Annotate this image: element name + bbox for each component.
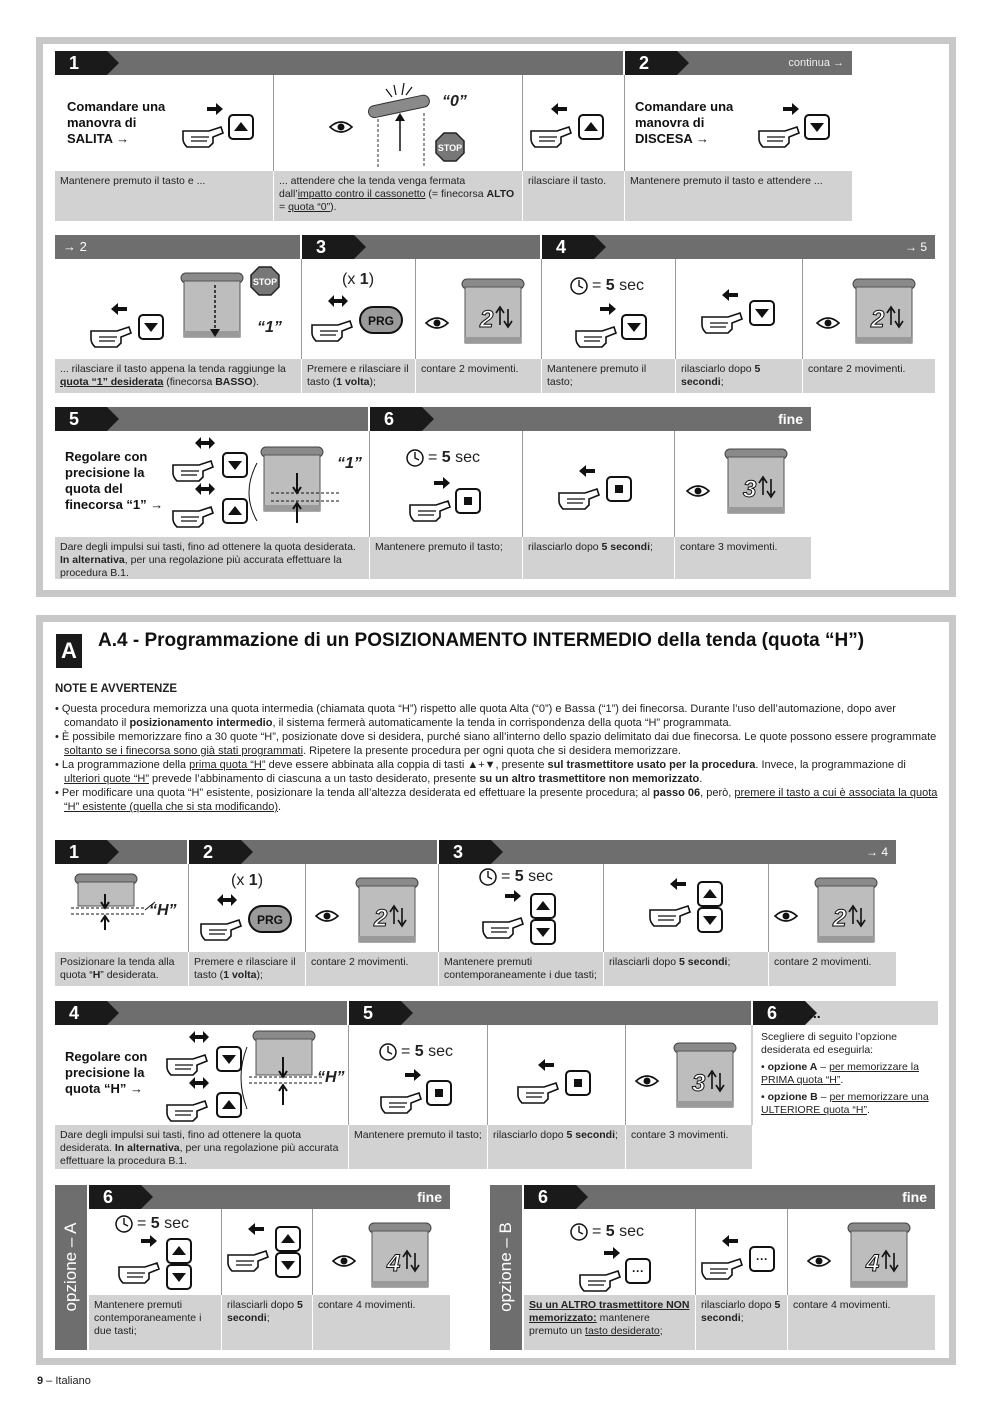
caption: contare 2 movimenti. <box>306 952 439 986</box>
blind-down-icon <box>181 267 291 357</box>
caption: ... attendere che la tenda venga fermata dall’impatto contro il cassonetto (= finecorsa ALTO = quota “0”). <box>274 171 523 221</box>
cell-prg: (x 1) PRG <box>302 259 416 359</box>
section-title: A.4 - Programmazione di un POSIZIONAMENTO INTERMEDIO della tenda (quota “H”) <box>98 630 865 651</box>
hand-down-button-icon <box>576 303 656 353</box>
section-badge: A <box>56 634 82 668</box>
clock-icon <box>115 1215 135 1235</box>
blind-top-stop-icon <box>366 81 496 171</box>
rowA1-table: 1 2 3 → 4 “H” (x 1) PRG 2 = 5 sec 2 Posizionare la tenda alla quota “H” desiderata. Premere e rilasciare il tasto (1 volta); contare 2 movimenti. Mantenere premuti contemporaneamente i due tasti; rilasciarli dopo 5 secondi; contare 2 movimenti. <box>55 840 896 986</box>
caption: rilasciarlo dopo 5 secondi; <box>523 537 675 579</box>
hand-release-pair-icon <box>650 878 730 938</box>
eye-icon <box>330 119 356 139</box>
cell-5sec-both: = 5 sec <box>89 1209 222 1295</box>
svg-text:···: ··· <box>632 1264 644 1278</box>
caption: Premere e rilasciare il tasto (1 volta); <box>302 359 416 393</box>
clock-icon <box>379 1043 399 1063</box>
caption: Mantenere premuto il tasto e ... <box>55 171 274 221</box>
hand-release-stop-icon <box>518 1059 598 1109</box>
row2-step4-header: 4 → 5 <box>542 235 935 259</box>
note-bullet: • La programmazione della prima quota “H” deve essere abbinata alla coppia di tasti ▲+▼, presente sul trasmettitore usato per la procedura. Invece, la programmazione di ulteriori quote “H” prevede l’abbinamento di ciascuna a un tasto desiderato, presente su un altro trasmettitore non memorizzato. <box>55 759 906 785</box>
hand-up-down-pair-icon <box>119 1235 199 1295</box>
option-b-table: opzione – B 6 fine = 5 sec ··· ··· 4 Su un ALTRO trasmettitore NON memorizzato: mantenere premuto un tasto desiderato; rilasciarlo dopo 5 secondi; contare 4 movimenti. <box>490 1185 935 1350</box>
cell-regolare: Regolare con precisione la quota del finecorsa “1” → “1” <box>55 431 370 537</box>
cell-cassonetto <box>274 75 523 171</box>
zero-label: “0” <box>442 93 467 110</box>
cell-5sec-custom: = 5 sec ··· <box>524 1209 696 1295</box>
caption: Mantenere premuto il tasto; <box>370 537 523 579</box>
cell-count2b <box>803 259 935 359</box>
caption: rilasciarlo dopo 5 secondi; <box>676 359 803 393</box>
eye-icon <box>775 908 801 928</box>
cell-release-stop <box>488 1025 626 1125</box>
caption: contare 3 movimenti. <box>675 537 811 579</box>
caption: Dare degli impulsi sui tasti, fino ad ottenere la quota desiderata. In alternativa, per una regolazione più accurata effettuare la procedura B.1. <box>55 1125 349 1169</box>
cell-release-both <box>604 864 769 952</box>
cell-count4 <box>788 1209 935 1295</box>
cell-count4 <box>313 1209 450 1295</box>
svg-text:4: 4 <box>387 1250 401 1277</box>
option-b-text: • opzione B – per memorizzare una ULTERIORE quota “H”. <box>761 1091 929 1116</box>
notes-title: NOTE E AVVERTENZE <box>55 683 178 695</box>
caption: rilasciarli dopo 5 secondi; <box>604 952 769 986</box>
hand-up-down-pair-icon <box>483 890 563 950</box>
hand-release-custom-icon <box>702 1235 782 1285</box>
step-number: 1 <box>55 51 107 75</box>
cell-count2 <box>306 864 439 952</box>
caption: contare 4 movimenti. <box>788 1295 935 1350</box>
row1-step2-header <box>625 51 852 75</box>
cell-count3 <box>675 431 811 537</box>
option-a-sidebar: opzione – A <box>55 1185 87 1350</box>
hand-up-button-icon <box>183 103 263 153</box>
caption: rilasciarlo dopo 5 secondi; <box>696 1295 788 1350</box>
hand-stop-button-icon <box>381 1069 461 1119</box>
cell-release-one: “1” <box>55 259 302 359</box>
hand-up-down-icon <box>173 437 253 532</box>
hand-up-down-icon <box>167 1031 247 1125</box>
blind-count-icon <box>369 1223 439 1293</box>
eye-icon <box>426 315 452 335</box>
blind-count-icon <box>848 1223 918 1293</box>
cell-release <box>523 75 625 171</box>
caption: contare 4 movimenti. <box>313 1295 450 1350</box>
cell-regolare-h: Regolare con precisione la quota “H” → “H” <box>55 1025 349 1125</box>
cell-5sec: = 5 sec <box>542 259 676 359</box>
blind-count-icon <box>462 279 532 349</box>
caption: contare 2 movimenti. <box>769 952 896 986</box>
svg-text:3: 3 <box>743 476 757 503</box>
cell-release-5sec <box>676 259 803 359</box>
cell-5sec: = 5 sec <box>370 431 523 537</box>
cell-count3 <box>626 1025 753 1125</box>
rowA2-table: 4 5 6 ... Regolare con precisione la quota “H” → “H” = 5 sec 3 Scegliere di seguito l’opzione desiderata ed eseguirla: • opzione A – per memorizzare la PRIMA quota “H”. • opzione B – per memorizzare una ULTERIORE quota “H”. Dare degli impulsi sui tasti, fino ad ottenere la quota desiderata. In alternativa, per una regolazione più accurata effettuare la procedura B.1. Mantenere premuto il tasto; rilasciarlo dopo 5 secondi; contare 3 movimenti. <box>55 1001 938 1169</box>
clock-icon <box>570 1223 590 1243</box>
blind-count-icon <box>853 279 923 349</box>
cell-release-both <box>222 1209 313 1295</box>
svg-text:2: 2 <box>374 905 388 932</box>
eye-icon <box>817 315 843 335</box>
cell-5sec: = 5 sec <box>349 1025 488 1125</box>
row1-table <box>55 51 852 221</box>
svg-text:2: 2 <box>871 306 885 333</box>
cell-5sec-both: = 5 sec <box>439 864 604 952</box>
caption: ... rilasciare il tasto appena la tenda raggiunge la quota “1” desiderata (finecorsa BASSO). <box>55 359 302 393</box>
caption: rilasciarli dopo 5 secondi; <box>222 1295 313 1350</box>
hand-prg-icon <box>201 894 301 944</box>
caption: Premere e rilasciare il tasto (1 volta); <box>189 952 306 986</box>
cell-position-h: “H” <box>55 864 189 952</box>
svg-text:4: 4 <box>866 1250 880 1277</box>
row1-step1-header <box>55 51 623 75</box>
hand-prg-icon <box>312 295 412 345</box>
page-footer: 9 – Italiano <box>37 1375 91 1387</box>
note-bullet: • Questa procedura memorizza una quota intermedia (chiamata quota “H”) rispetto alle quota Alta (“0”) e Bassa (“1”) dei finecorsa. Durante l’uso dell’automazione, dopo aver comandato il posizionamento intermedio, il sistema fermerà automaticamente la tenda in corrispondenza della quota “H” programmata. <box>55 703 896 729</box>
options-text: Scegliere di seguito l’opzione desiderata ed eseguirla: • opzione A – per memorizzare la PRIMA quota “H”. • opzione B – per memorizzare una ULTERIORE quota “H”. <box>761 1031 939 1117</box>
step-number: 2 <box>625 51 677 75</box>
hand-release-down-icon <box>91 303 171 353</box>
eye-icon <box>808 1253 834 1273</box>
caption: rilasciarlo dopo 5 secondi; <box>488 1125 626 1169</box>
row2-table <box>55 235 935 393</box>
svg-text:2: 2 <box>833 905 847 932</box>
caption: Mantenere premuto il tasto; <box>542 359 676 393</box>
eye-icon <box>316 908 342 928</box>
note-bullet: • È possibile memorizzare fino a 30 quote “H”, posizionate dove si desidera, purché siano all’interno dello spazio delimitato dai due finecorsa. Le quote possono essere programmate soltanto se i finecorsa sono già stati programmati. Ripetere la presente procedura per ogni quota che si desidera memorizzare. <box>55 731 937 757</box>
cell-discesa <box>625 75 852 171</box>
hand-custom-button-icon <box>580 1247 660 1295</box>
caption: contare 2 movimenti. <box>803 359 935 393</box>
blind-count-icon <box>356 878 426 948</box>
notes-list <box>55 702 940 814</box>
cell-release-custom <box>696 1209 788 1295</box>
option-a-text: • opzione A – per memorizzare la PRIMA quota “H”. <box>761 1061 919 1086</box>
hand-release-pair-icon <box>228 1223 308 1283</box>
cell-prg: (x 1) PRG <box>189 864 306 952</box>
caption: rilasciare il tasto. <box>523 171 625 221</box>
caption: Mantenere premuto il tasto; <box>349 1125 488 1169</box>
row3-table: 5 6 fine Regolare con precisione la quota del finecorsa “1” → “1” = 5 sec 3 Dare degli impulsi sui tasti, fino ad ottenere la quota desiderata. In alternativa, per una regolazione più accurata effettuare la procedura B.1. Mantenere premuto il tasto; rilasciarlo dopo 5 secondi; contare 3 movimenti. <box>55 407 811 579</box>
caption: contare 3 movimenti. <box>626 1125 753 1169</box>
instruction-salita: Comandare una manovra di SALITA → <box>67 99 166 146</box>
continue-tag: continua → <box>788 57 844 69</box>
hand-down-button-icon <box>759 103 839 153</box>
eye-icon <box>333 1253 359 1273</box>
hand-release-up-icon <box>531 103 611 153</box>
cell-salita <box>55 75 274 171</box>
caption: Posizionare la tenda alla quota “H” desiderata. <box>55 952 189 986</box>
blind-count-icon <box>725 449 795 519</box>
clock-icon <box>479 868 499 888</box>
caption: Mantenere premuti contemporaneamente i due tasti; <box>439 952 604 986</box>
option-b-sidebar: opzione – B <box>490 1185 522 1350</box>
option-a-table: opzione – A 6 fine = 5 sec 4 Mantenere premuti contemporaneamente i due tasti; rilasciarli dopo 5 secondi; contare 4 movimenti. <box>55 1185 450 1350</box>
eye-icon <box>687 483 713 503</box>
clock-icon <box>570 277 590 297</box>
cell-count2b <box>769 864 896 952</box>
svg-text:···: ··· <box>756 1252 768 1266</box>
svg-text:3: 3 <box>692 1070 706 1097</box>
cell-release-stop <box>523 431 675 537</box>
hand-release-down-icon <box>702 289 782 339</box>
hand-stop-button-icon <box>410 477 490 527</box>
eye-icon <box>636 1073 662 1093</box>
hand-release-stop-icon <box>559 465 639 515</box>
row2-lead-header: → 2 <box>55 235 300 259</box>
clock-icon <box>406 449 426 469</box>
blind-count-icon <box>815 878 885 948</box>
caption: Dare degli impulsi sui tasti, fino ad ottenere la quota desiderata. In alternativa, per una regolazione più accurata effettuare la procedura B.1. <box>55 537 370 579</box>
caption: contare 2 movimenti. <box>416 359 542 393</box>
row2-step3-header: 3 <box>302 235 540 259</box>
svg-text:2: 2 <box>480 306 494 333</box>
instruction-discesa: Comandare una manovra di DISCESA → <box>635 99 734 146</box>
svg-text:PRG: PRG <box>367 314 395 328</box>
note-bullet: • Per modificare una quota “H” esistente, posizionare la tenda all’altezza desiderata ed effettuare la presente procedura; al passo 06, però, premere il tasto a cui è associata la quota “H” esistente (quella che si sta modificando). <box>55 787 938 813</box>
caption: Mantenere premuto il tasto e attendere ... <box>625 171 852 221</box>
caption: Mantenere premuti contemporaneamente i due tasti; <box>89 1295 222 1350</box>
caption: Su un ALTRO trasmettitore NON memorizzato: mantenere premuto un tasto desiderato; <box>524 1295 696 1350</box>
svg-text:PRG: PRG <box>256 913 284 927</box>
cell-count2 <box>416 259 542 359</box>
blind-count-icon <box>674 1043 744 1113</box>
